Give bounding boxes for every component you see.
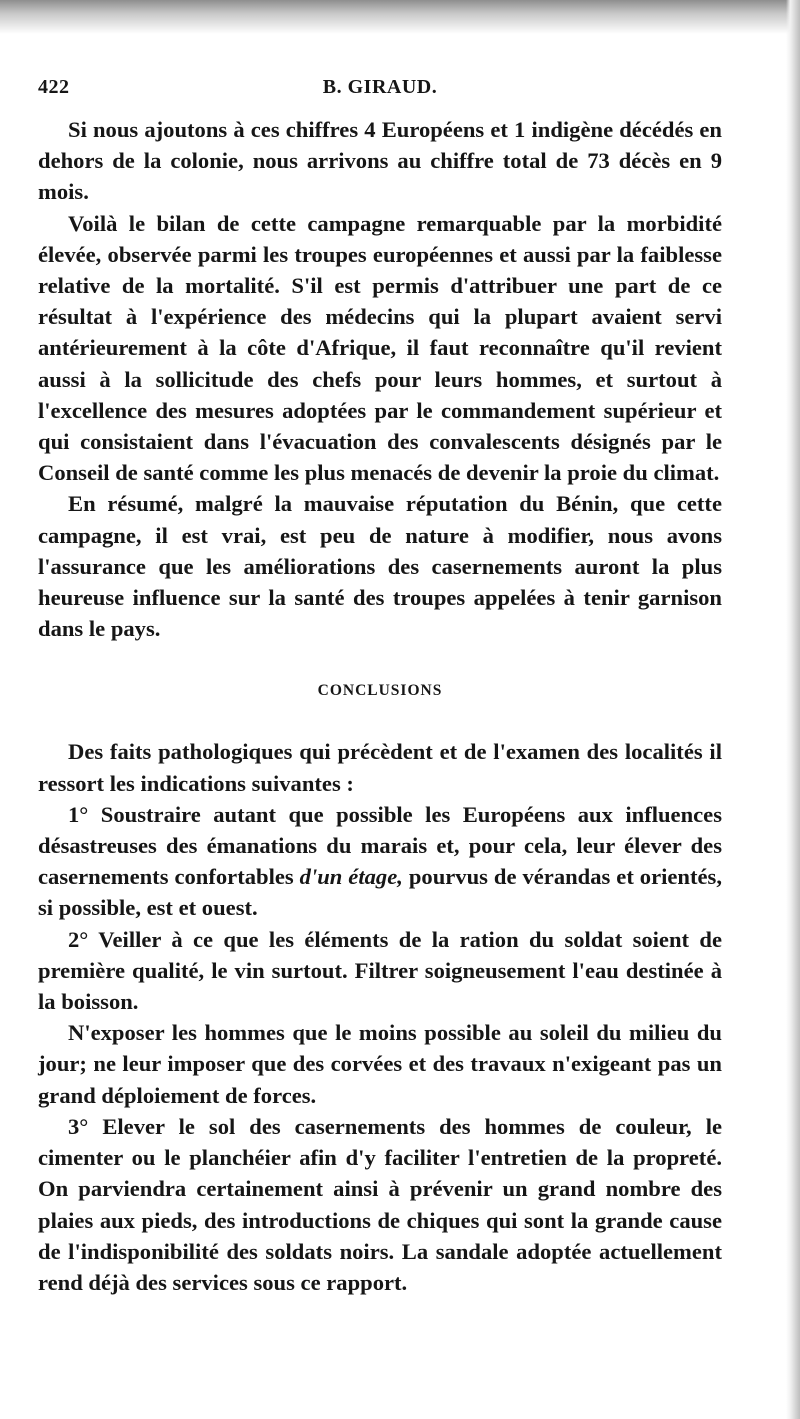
running-head — [38, 76, 722, 106]
paragraph-sun-exposure: N'exposer les hommes que le moins possible au soleil du milieu du jour; ne leur imposer que des corvées et des travaux n'exigeant pas un grand déploiement de forces. — [38, 1020, 722, 1108]
paragraph-totals: Si nous ajoutons à ces chiffres 4 Européens et 1 indigène décédés en dehors de la colonie, nous arrivons au chiffre total de 73 décès en 9 mois. — [38, 117, 722, 205]
scan-edge-top — [0, 0, 800, 34]
book-page — [38, 76, 722, 1298]
page-number: 422 — [38, 76, 70, 98]
scan-edge-right — [786, 0, 800, 1419]
conclusion-1-text-end: pourvus de vérandas et orientés, si possible, est et ouest. — [38, 864, 722, 921]
paragraph-bilan: Voilà le bilan de cette campagne remarquable par la morbidité élevée, observée parmi les troupes européennes et aussi par la faiblesse relative de la mortalité. S'il est permis d'attribuer une part de ce résultat à l'expérience des médecins qui la plupart avaient servi antérieurement à la côte d'Afrique, il faut reconnaître qu'il revient aussi à la sollicitude des chefs pour leurs hommes, et surtout à l'excellence des mesures adoptées par le commandement supérieur et qui consistaient dans l'évacuation des convalescents désignés par le Conseil de santé comme les plus menacés de devenir la proie du climat. — [38, 210, 722, 486]
body-text — [38, 114, 722, 1298]
conclusion-1-italic: d'un étage, — [299, 864, 403, 890]
paragraph-conclusion-1 — [38, 799, 722, 924]
paragraph-conclusion-2: 2° Veiller à ce que les éléments de la ration du soldat soient de première qualité, le vin surtout. Filtrer soigneusement l'eau destinée à la boisson. — [38, 926, 722, 1015]
paragraph-conclusions-intro: Des faits pathologiques qui précèdent et de l'examen des localités il ressort les indications suivantes : — [38, 739, 722, 796]
paragraph-conclusion-3: 3° Elever le sol des casernements des hommes de couleur, le cimenter ou le planchéier afin d'y faciliter l'entretien de la propreté. On parviendra certainement ainsi à prévenir un grand nombre des plaies aux pieds, des introductions de chiques qui sont la grande cause de l'indisponibilité des soldats noirs. La sandale adoptée actuellement rend déjà des services sous ce rapport. — [38, 1113, 722, 1295]
paragraph-resume: En résumé, malgré la mauvaise réputation du Bénin, que cette campagne, il est vrai, est peu de nature à modifier, nous avons l'assurance que les améliorations des casernements auront la plus heureuse influence sur la santé des troupes appelées à tenir garnison dans le pays. — [38, 491, 722, 642]
running-title: B. GIRAUD. — [322, 76, 438, 98]
conclusion-1-text: 1° Soustraire autant que possible les Européens aux influences désastreuses des émanations du marais et, pour cela, leur élever des casernements confortables — [38, 801, 722, 890]
section-heading: CONCLUSIONS — [317, 682, 443, 700]
